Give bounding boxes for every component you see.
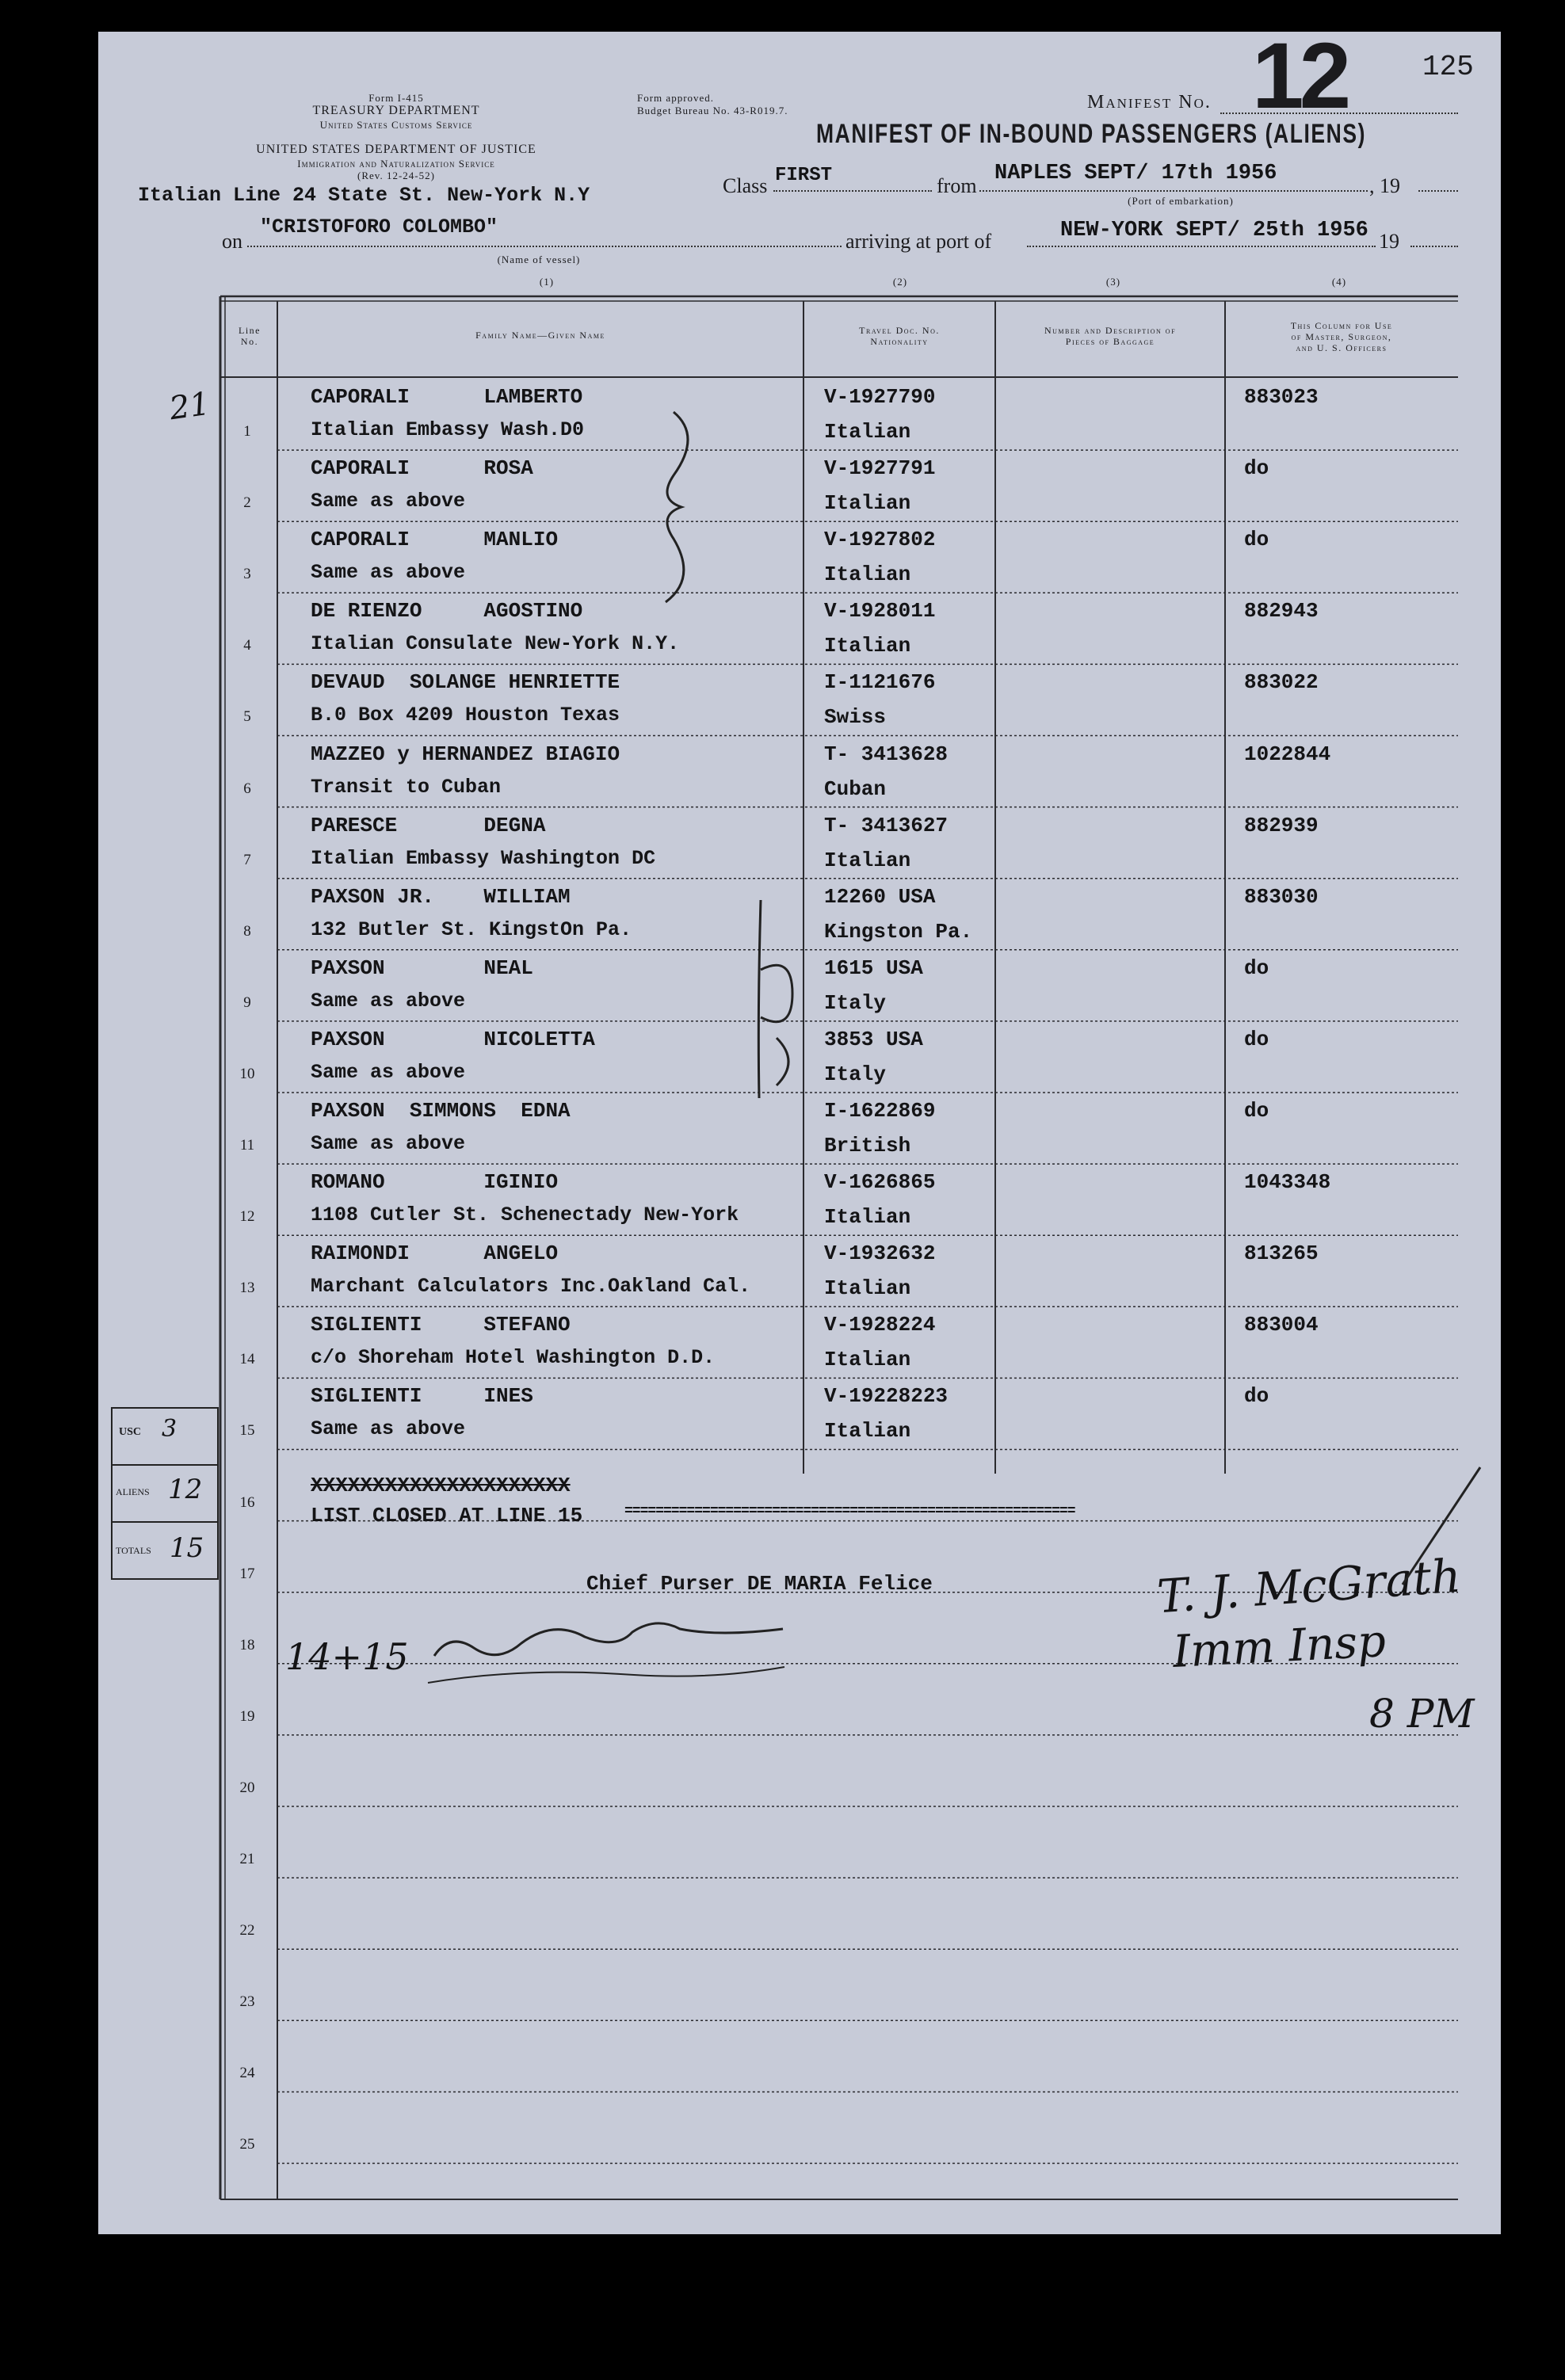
passenger-name: MAZZEO y HERNANDEZ BIAGIO (311, 742, 620, 766)
passenger-address: B.0 Box 4209 Houston Texas (311, 704, 620, 727)
travel-document: T- 3413628 (824, 742, 949, 766)
passenger-name: CAPORALI LAMBERTO (311, 385, 583, 409)
class-label: Class (723, 174, 768, 197)
officer-column-value: 883023 (1244, 385, 1319, 409)
stamp-totals-label: TOTALS (116, 1545, 151, 1556)
year-label-1: , 19 (1369, 174, 1400, 197)
travel-document: V-1928224 (824, 1313, 936, 1337)
travel-document: V-1927791 (824, 456, 936, 481)
nationality: Swiss (824, 705, 887, 730)
passenger-name: PAXSON NEAL (311, 955, 533, 980)
nationality: Cuban (824, 776, 887, 801)
year-label-2: 19 (1379, 230, 1399, 253)
travel-document: 12260 USA (824, 884, 936, 909)
ins-label: Immigration and Naturalization Service (297, 158, 495, 170)
line-number: 3 (243, 566, 251, 583)
nationality: Italy (824, 990, 887, 1015)
chief-purser: Chief Purser DE MARIA Felice (586, 1572, 933, 1596)
line-number: 12 (239, 1208, 255, 1226)
passenger-address: c/o Shoreham Hotel Washington D.D. (311, 1346, 716, 1370)
line-number: 25 (239, 2136, 255, 2153)
header-travel-doc: Travel Doc. No. Nationality (859, 325, 940, 347)
budget-bureau: Budget Bureau No. 43-R019.7. (637, 105, 788, 116)
line-number: 9 (243, 994, 251, 1011)
line-number: 15 (239, 1422, 255, 1440)
travel-document: 3853 USA (824, 1027, 923, 1051)
handwritten-note-left: 14+15 (285, 1635, 409, 1678)
header-officers: This Column for Use of Master, Surgeon, and U. S. Officers (1290, 320, 1393, 353)
handwritten-initials (761, 965, 792, 1085)
header-baggage: Number and Description of Pieces of Baggage (1044, 325, 1177, 347)
passenger-address: Marchant Calculators Inc.Oakland Cal. (311, 1275, 751, 1299)
line-number: 10 (239, 1065, 255, 1082)
passenger-name: ROMANO IGINIO (311, 1170, 559, 1195)
officer-column-value: 882943 (1244, 599, 1319, 624)
port-caption: (Port of embarkation) (1128, 195, 1234, 207)
nationality: Italian (824, 1276, 911, 1301)
passenger-address: Transit to Cuban (311, 775, 502, 799)
line-number: 6 (243, 780, 251, 797)
passenger-address: Same as above (311, 989, 466, 1013)
manifest-no-label: Manifest No. (1087, 92, 1212, 113)
column-number-2: (2) (892, 276, 908, 288)
officer-column-value: do (1244, 528, 1269, 552)
nationality: Italian (824, 1419, 911, 1444)
passenger-address: 132 Butler St. KingstOn Pa. (311, 917, 632, 941)
from-value: NAPLES SEPT/ 17th 1956 (994, 162, 1277, 185)
line-number: 16 (239, 1493, 255, 1511)
line-number: 5 (243, 708, 251, 726)
closing-dashes: ========================================================== (624, 1504, 1075, 1520)
line-number: 14 (239, 1351, 255, 1368)
page-number: 125 (1422, 51, 1474, 83)
class-value: FIRST (775, 165, 833, 186)
line-number: 11 (239, 1137, 255, 1154)
line-number: 20 (239, 1779, 255, 1796)
nationality: Italian (824, 420, 911, 444)
signature-title: Imm Insp (1171, 1615, 1388, 1678)
signature-mcgrath: T. J. McGrath (1155, 1548, 1463, 1624)
officer-column-value: 883030 (1244, 884, 1319, 909)
column-number-3: (3) (1105, 276, 1121, 288)
nationality: Italian (824, 634, 911, 658)
vessel-caption: (Name of vessel) (497, 254, 581, 265)
passenger-address: Same as above (311, 490, 466, 513)
struck-out-line: XXXXXXXXXXXXXXXXXXXXX (311, 1474, 571, 1497)
arriving-label: arriving at port of (845, 230, 992, 253)
passenger-name: PAXSON NICOLETTA (311, 1027, 595, 1051)
travel-document: I-1622869 (824, 1099, 936, 1123)
nationality: Italy (824, 1062, 887, 1086)
nationality: Kingston Pa. (824, 919, 973, 944)
line-number: 17 (239, 1565, 255, 1582)
shipping-line: Italian Line 24 State St. New-York N.Y (138, 184, 590, 207)
officer-column-value: do (1244, 1099, 1269, 1123)
line-number: 2 (243, 494, 251, 512)
passenger-name: PAXSON SIMMONS EDNA (311, 1099, 571, 1123)
vessel-name: "CRISTOFORO COLOMBO" (260, 215, 498, 238)
handwritten-scrawl (434, 1623, 783, 1656)
officer-column-value: 882939 (1244, 813, 1319, 837)
officer-column-value: do (1244, 1384, 1269, 1409)
passenger-address: Same as above (311, 561, 466, 585)
nationality: British (824, 1134, 911, 1158)
arriving-value: NEW-YORK SEPT/ 25th 1956 (1060, 219, 1368, 242)
officer-column-value: 883004 (1244, 1313, 1319, 1337)
passenger-name: DEVAUD SOLANGE HENRIETTE (311, 670, 620, 695)
passenger-address: Italian Embassy Wash.D0 (311, 418, 585, 441)
stamp-totals-value: 15 (170, 1532, 204, 1564)
passenger-name: SIGLIENTI INES (311, 1384, 533, 1409)
line-number: 24 (239, 2065, 255, 2082)
passenger-name: RAIMONDI ANGELO (311, 1241, 559, 1266)
stamp-usc-value: 3 (162, 1415, 177, 1443)
passenger-name: CAPORALI MANLIO (311, 528, 559, 552)
line-number: 1 (243, 423, 251, 440)
nationality: Italian (824, 848, 911, 872)
travel-document: I-1121676 (824, 670, 936, 695)
slash-mark (1403, 1467, 1480, 1585)
from-label: from (937, 174, 977, 197)
passenger-address: Same as above (311, 1417, 466, 1441)
travel-document: V-19228223 (824, 1384, 949, 1409)
stamp-aliens-value: 12 (168, 1474, 203, 1505)
passenger-name: CAPORALI ROSA (311, 456, 533, 481)
line-number: 18 (239, 1636, 255, 1653)
header-line-no: Line No. (239, 325, 261, 347)
line-number: 4 (243, 637, 251, 654)
line-number: 21 (239, 1851, 255, 1867)
officer-column-value: do (1244, 955, 1269, 980)
passenger-address: Italian Embassy Washington DC (311, 846, 656, 870)
line-number: 19 (239, 1707, 255, 1725)
nationality: Italian (824, 1348, 911, 1372)
handwritten-underline (428, 1667, 784, 1683)
passenger-name: DE RIENZO AGOSTINO (311, 599, 583, 624)
customs-service: United States Customs Service (319, 119, 473, 131)
officer-column-value: 883022 (1244, 670, 1319, 695)
manifest-title: MANIFEST OF IN-BOUND PASSENGERS (ALIENS) (816, 119, 1366, 149)
passenger-name: PARESCE DEGNA (311, 813, 546, 837)
line-number: 22 (239, 1922, 255, 1939)
passenger-address: Same as above (311, 1060, 466, 1084)
form-label: Form I-415 (368, 92, 424, 104)
bracket-mark (666, 412, 688, 602)
column-number-4: (4) (1331, 276, 1347, 288)
line-number: 7 (243, 851, 251, 868)
travel-document: V-1927802 (824, 528, 936, 552)
nationality: Italian (824, 491, 911, 516)
margin-mark: 21 (167, 385, 212, 428)
stamp-usc-label: USC (119, 1426, 142, 1438)
vertical-stroke (758, 900, 761, 1098)
officer-column-value: 813265 (1244, 1241, 1319, 1266)
line-number: 13 (239, 1280, 255, 1297)
stamp-aliens-label: ALIENS (116, 1486, 150, 1497)
header-family-name: Family Name—Given Name (475, 330, 605, 341)
passenger-address: Same as above (311, 1132, 466, 1155)
manifest-number: 12 (1252, 24, 1347, 128)
form-approved: Form approved. (637, 92, 715, 104)
form-revision: (Rev. 12-24-52) (357, 170, 435, 181)
on-label: on (222, 230, 242, 253)
passenger-address: Italian Consulate New-York N.Y. (311, 632, 680, 656)
officer-column-value: 1043348 (1244, 1170, 1331, 1195)
travel-document: V-1927790 (824, 385, 936, 409)
department-of-justice: UNITED STATES DEPARTMENT OF JUSTICE (256, 143, 536, 156)
passenger-address: 1108 Cutler St. Schenectady New-York (311, 1203, 739, 1227)
travel-document: V-1928011 (824, 599, 936, 624)
officer-column-value: do (1244, 456, 1269, 481)
line-number: 8 (243, 922, 251, 940)
passenger-name: PAXSON JR. WILLIAM (311, 884, 571, 909)
travel-document: V-1932632 (824, 1241, 936, 1266)
travel-document: T- 3413627 (824, 813, 949, 837)
passenger-name: SIGLIENTI STEFANO (311, 1313, 571, 1337)
nationality: Italian (824, 563, 911, 587)
nationality: Italian (824, 1205, 911, 1230)
officer-column-value: 1022844 (1244, 742, 1331, 766)
line-number: 23 (239, 1993, 255, 2011)
list-closed-line: LIST CLOSED AT LINE 15 (311, 1504, 583, 1528)
treasury-department: TREASURY DEPARTMENT (312, 104, 480, 117)
column-number-1: (1) (539, 276, 555, 288)
travel-document: 1615 USA (824, 955, 923, 980)
signature-time: 8 PM (1369, 1691, 1475, 1737)
travel-document: V-1626865 (824, 1170, 936, 1195)
officer-column-value: do (1244, 1027, 1269, 1051)
